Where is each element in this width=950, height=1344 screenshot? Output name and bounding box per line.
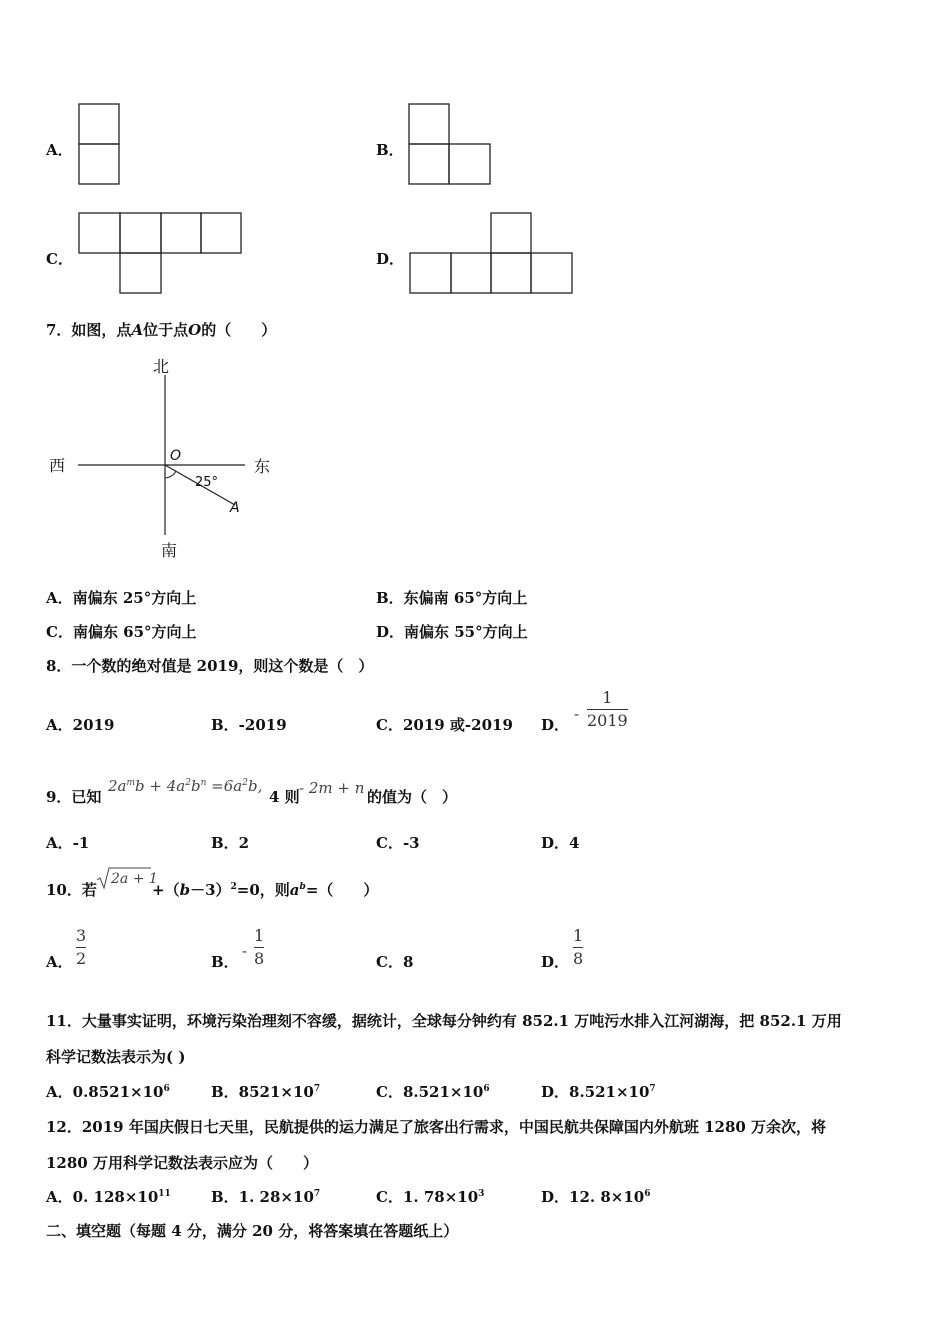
q11-option-d: D．$8.521\times 10^7$: [541, 1083, 656, 1101]
q10-option-b: B．: [211, 953, 239, 971]
q8-option-b: B．-2019: [211, 716, 287, 734]
q8-option-d-sign: -: [574, 705, 580, 723]
q9-equation: $2a^mb + 4a^2b^n =6a^2b$,: [108, 777, 263, 795]
q10-option-b-sign: -: [242, 942, 248, 960]
q6-option-c-label: C．: [46, 250, 73, 268]
q11-option-a: A．$0.8521\times 10^6$: [46, 1083, 170, 1101]
q11-option-c: C．$8.521\times 10^6$: [376, 1083, 490, 1101]
q7-option-d: D．南偏东 55°方向上: [376, 623, 528, 641]
q6-option-d-figure: [409, 212, 575, 296]
q7-compass-diagram: [40, 350, 280, 565]
q9-option-a: A．-1: [46, 834, 90, 852]
q9-expression: - 2m + n: [299, 779, 365, 797]
q11-stem-line2: 科学记数法表示为( ): [46, 1048, 186, 1066]
q10-option-c: C．8: [376, 953, 414, 971]
q12-option-d: D．12. $8\times 10^6$: [541, 1188, 651, 1206]
compass-north-label: 北: [153, 357, 170, 376]
q7-option-c: C．南偏东 65°方向上: [46, 623, 197, 641]
q10-option-a: A．: [46, 953, 73, 971]
q8-option-a: A．2019: [46, 716, 115, 734]
q9-stem-start: 9．已知: [46, 788, 102, 806]
q7-option-b: B．东偏南 65°方向上: [376, 589, 528, 607]
q9-stem-end: 的值为（ ）: [367, 788, 458, 806]
q12-option-c: C．1. $78\times 10^3$: [376, 1188, 485, 1206]
angle-label: 25°: [195, 475, 219, 490]
origin-label: O: [170, 448, 182, 464]
point-a-label: A: [230, 500, 240, 516]
q10-option-b-fraction: 1 8: [254, 926, 265, 968]
q8-stem: 8．一个数的绝对值是 2019，则这个数是（ ）: [46, 657, 374, 675]
q9-stem-mid: 4 则: [269, 788, 300, 806]
q9-option-d: D．4: [541, 834, 580, 852]
compass-east-label: 东: [254, 457, 271, 476]
q6-option-a-figure: [78, 103, 122, 187]
q10-stem-start: 10．若: [46, 881, 97, 899]
q10-option-d-fraction: 1 8: [573, 926, 584, 968]
q10-option-a-fraction: 3 2: [76, 926, 87, 968]
q6-option-a-label: A．: [46, 141, 73, 159]
q12-option-b: B．1. $28\times 10^7$: [211, 1188, 321, 1206]
q7-stem: 7．如图，点A位于点O的（ ）: [46, 321, 277, 339]
q10-option-d: D．: [541, 953, 570, 971]
section-2-title: 二、填空题（每题 4 分，满分 20 分，将答案填在答题纸上）: [46, 1222, 459, 1240]
q9-option-b: B．2: [211, 834, 250, 852]
compass-west-label: 西: [49, 456, 66, 475]
q12-stem-line1: 12．2019 年国庆假日七天里，民航提供的运力满足了旅客出行需求，中国民航共保障国内外航班 1280 万余次，将: [46, 1118, 827, 1136]
q8-option-d-fraction: 1 2019: [587, 688, 628, 730]
q6-option-b-figure: [408, 103, 494, 187]
q8-option-c: C．2019 或-2019: [376, 716, 513, 734]
q11-stem-line1: 11．大量事实证明，环境污染治理刻不容缓，据统计，全球每分钟约有 852.1 万吨污水排入江河湖海，把 852.1 万用: [46, 1012, 842, 1030]
q9-option-c: C．-3: [376, 834, 420, 852]
q6-option-d-label: D．: [376, 250, 405, 268]
q11-option-b: B．$8521\times 10^7$: [211, 1083, 321, 1101]
q6-option-c-figure: [78, 212, 244, 296]
q10-stem-rest: $+(b-3)^2=0$，则$a^b=$（ ）: [152, 881, 379, 899]
q6-option-b-label: B．: [376, 141, 404, 159]
q8-option-d: D．: [541, 716, 570, 734]
q7-option-a: A．南偏东 25°方向上: [46, 589, 197, 607]
q10-radicand: 2a + 1: [111, 871, 158, 887]
compass-south-label: 南: [161, 541, 178, 560]
q12-option-a: A．0. $128\times 10^{11}$: [46, 1188, 171, 1206]
q12-stem-line2: 1280 万用科学记数法表示应为（ ）: [46, 1154, 318, 1172]
